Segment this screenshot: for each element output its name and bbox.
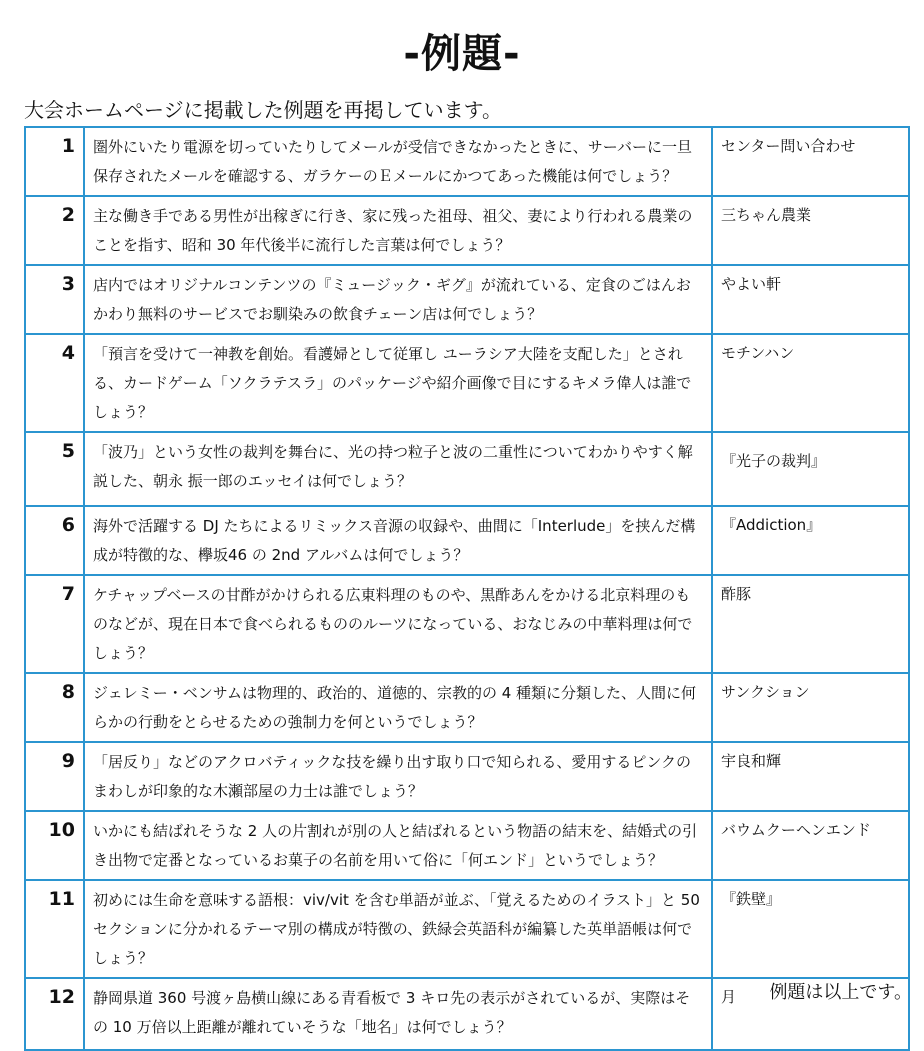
question-row — [25, 127, 909, 196]
question-text: 主な働き手である男性が出稼ぎに行き、家に残った祖母、祖父、妻により行われる農業のことを指す、昭和 30 年代後半に流行した言葉は何でしょう？ — [84, 196, 712, 265]
question-row — [25, 742, 909, 811]
question-row — [25, 334, 909, 432]
questions-table — [24, 126, 910, 1051]
question-row — [25, 196, 909, 265]
answer-text: モチンハン — [712, 334, 909, 432]
question-row — [25, 575, 909, 673]
answer-text: 『Addiction』 — [712, 506, 909, 575]
question-number: 9 — [25, 742, 84, 811]
question-text: 海外で活躍する DJ たちによるリミックス音源の収録や、曲間に「Interlude」を挟んだ構成が特徴的な、欅坂46 の 2nd アルバムは何でしょう？ — [84, 506, 712, 575]
question-number: 4 — [25, 334, 84, 432]
question-text: ジェレミー・ベンサムは物理的、政治的、道徳的、宗教的の 4 種類に分類した、人間に何らかの行動をとらせるための強制力を何というでしょう？ — [84, 673, 712, 742]
question-row — [25, 506, 909, 575]
question-text: 店内ではオリジナルコンテンツの『ミュージック・ギグ』が流れている、定食のごはんおかわり無料のサービスでお馴染みの飲食チェーン店は何でしょう？ — [84, 265, 712, 334]
question-text: 「波乃」という女性の裁判を舞台に、光の持つ粒子と波の二重性についてわかりやすく解説した、朝永 振一郎のエッセイは何でしょう？ — [84, 432, 712, 506]
question-row — [25, 432, 909, 506]
question-number: 5 — [25, 432, 84, 506]
question-number: 1 — [25, 127, 84, 196]
answer-text: 酢豚 — [712, 575, 909, 673]
question-number: 6 — [25, 506, 84, 575]
question-number: 12 — [25, 978, 84, 1050]
question-text: 「預言を受けて一神教を創始。看護婦として従軍し ユーラシア大陸を支配した」とされる、カードゲーム「ソクラテスラ」のパッケージや紹介画像で目にするキメラ偉人は誰でしょう？ — [84, 334, 712, 432]
page-title: -例題- — [403, 31, 521, 77]
question-text: 圏外にいたり電源を切っていたりしてメールが受信できなかったときに、サーバーに一旦保存されたメールを確認する、ガラケーのＥメールにかつてあった機能は何でしょう？ — [84, 127, 712, 196]
answer-text: やよい軒 — [712, 265, 909, 334]
answer-text: サンクション — [712, 673, 909, 742]
question-text: ケチャップベースの甘酢がかけられる広東料理のものや、黒酢あんをかける北京料理のものなどが、現在日本で食べられるもののルーツになっている、おなじみの中華料理は何でしょう？ — [84, 575, 712, 673]
question-number: 3 — [25, 265, 84, 334]
question-row — [25, 811, 909, 880]
question-row — [25, 880, 909, 978]
answer-text: センター問い合わせ — [712, 127, 909, 196]
question-row — [25, 673, 909, 742]
closing-text: 例題は以上です。 — [769, 982, 912, 1003]
answer-text: 『鉄壁』 — [712, 880, 909, 978]
question-number: 8 — [25, 673, 84, 742]
answer-text: 月 — [712, 978, 909, 1050]
question-number: 2 — [25, 196, 84, 265]
answer-text: 『光子の裁判』 — [712, 432, 909, 506]
answer-text: バウムクーヘンエンド — [712, 811, 909, 880]
answer-text: 三ちゃん農業 — [712, 196, 909, 265]
question-number: 7 — [25, 575, 84, 673]
question-number: 10 — [25, 811, 84, 880]
question-text: 初めには生命を意味する語根：viv/vit を含む単語が並ぶ、「覚えるためのイラスト」と 50 セクションに分かれるテーマ別の構成が特徴の、鉄緑会英語科が編纂した英単語帳は何でしょう？ — [84, 880, 712, 978]
answer-text: 宇良和輝 — [712, 742, 909, 811]
question-text: 静岡県道 360 号渡ヶ島横山線にある青看板で 3 キロ先の表示がされているが、実際はその 10 万倍以上距離が離れていそうな「地名」は何でしょう？ — [84, 978, 712, 1050]
question-row — [25, 265, 909, 334]
intro-text: 大会ホームページに掲載した例題を再掲しています。 — [24, 98, 502, 122]
question-text: いかにも結ばれそうな 2 人の片割れが別の人と結ばれるという物語の結末を、結婚式の引き出物で定番となっているお菓子の名前を用いて俗に「何エンド」というでしょう？ — [84, 811, 712, 880]
question-text: 「居反り」などのアクロバティックな技を繰り出す取り口で知られる、愛用するピンクのまわしが印象的な木瀬部屋の力士は誰でしょう？ — [84, 742, 712, 811]
question-number: 11 — [25, 880, 84, 978]
